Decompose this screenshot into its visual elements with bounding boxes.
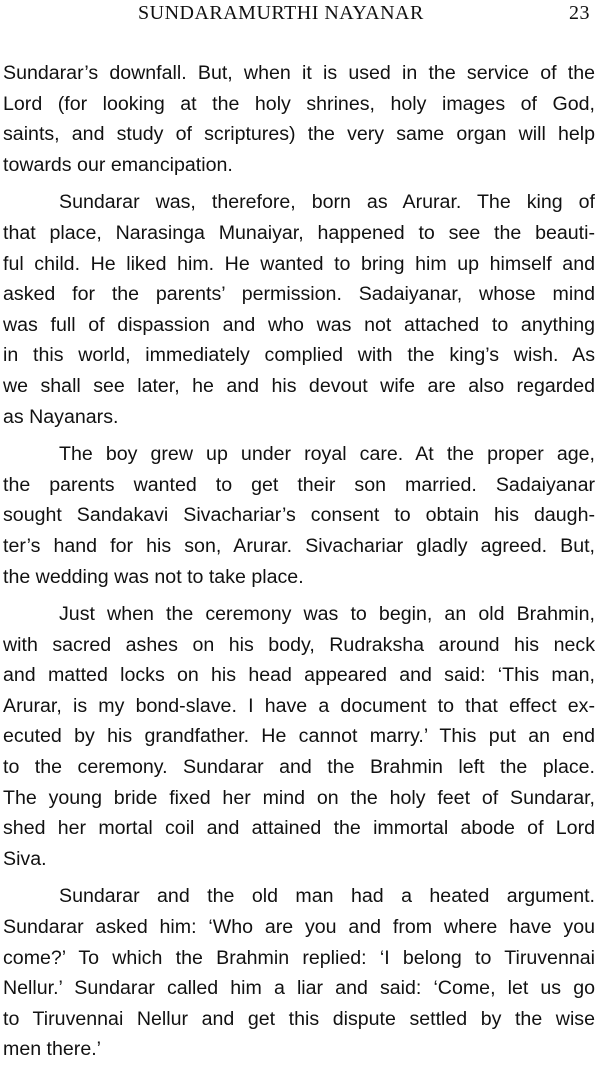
paragraph: [3, 599, 595, 874]
text-line: The young bride fixed her mind on the holy feet of Sundarar,: [3, 786, 595, 809]
text-line: the wedding was not to take place.: [3, 565, 304, 588]
text-line: ful child. He liked him. He wanted to bring him up himself and: [3, 252, 595, 275]
text-line: was full of dispassion and who was not attached to anything: [3, 313, 595, 336]
text-line: Siva.: [3, 847, 47, 870]
text-line: ecuted by his grandfather. He cannot marry.’ This put an end: [3, 725, 595, 748]
running-head: [0, 2, 600, 28]
text-line: ter’s hand for his son, Arurar. Sivachariar gladly agreed. But,: [3, 534, 595, 557]
text-line: in this world, immediately complied with the king’s wish. As: [3, 344, 595, 367]
text-line: to Tiruvennai Nellur and get this dispute settled by the wise: [3, 1007, 595, 1030]
text-line: Nellur.’ Sundarar called him a liar and said: ‘Come, let us go: [3, 977, 595, 1000]
text-line: shed her mortal coil and attained the immortal abode of Lord: [3, 817, 595, 840]
text-line: men there.’: [3, 1038, 102, 1061]
paragraph: [3, 439, 595, 592]
text-line: the parents wanted to get their son married. Sadaiyanar: [3, 473, 595, 496]
text-line: we shall see later, he and his devout wife are also regarded: [3, 374, 595, 397]
paragraph-gap: [3, 180, 595, 187]
text-line: Lord (for looking at the holy shrines, holy images of God,: [3, 92, 595, 115]
paragraph-gap: [3, 432, 595, 439]
paragraph: [3, 187, 595, 432]
text-line: Sundarar was, therefore, born as Arurar. The king of: [59, 191, 595, 214]
paragraph: [3, 58, 595, 180]
text-line: saints, and study of scriptures) the very same organ will help: [3, 123, 595, 146]
text-line: that place, Narasinga Munaiyar, happened to see the beauti-: [3, 221, 595, 244]
paragraph-gap: [3, 592, 595, 599]
text-line: Sundarar asked him: ‘Who are you and from where have you: [3, 916, 595, 939]
text-line: The boy grew up under royal care. At the proper age,: [59, 443, 595, 466]
running-title: SUNDARAMURTHI NAYANAR: [138, 2, 424, 24]
text-line: to the ceremony. Sundarar and the Brahmin left the place.: [3, 756, 595, 779]
text-line: as Nayanars.: [3, 405, 119, 428]
text-line: Just when the ceremony was to begin, an old Brahmin,: [59, 603, 595, 626]
text-line: Sundarar and the old man had a heated argument.: [59, 885, 595, 908]
text-line: asked for the parents’ permission. Sadaiyanar, whose mind: [3, 283, 595, 306]
page-number: 23: [569, 2, 590, 24]
text-line: come?’ To which the Brahmin replied: ‘I belong to Tiruvennai: [3, 946, 595, 969]
text-line: sought Sandakavi Sivachariar’s consent to obtain his daugh-: [3, 504, 595, 527]
text-line: Sundarar’s downfall. But, when it is used in the service of the: [3, 62, 595, 84]
text-line: towards our emancipation.: [3, 153, 233, 176]
text-line: Arurar, is my bond-slave. I have a document to that effect ex-: [3, 694, 595, 717]
body-text: [3, 58, 595, 1065]
text-line: and matted locks on his head appeared and said: ‘This man,: [3, 664, 595, 687]
paragraph-gap: [3, 874, 595, 881]
paragraph: [3, 881, 595, 1065]
text-line: with sacred ashes on his body, Rudraksha around his neck: [3, 633, 595, 656]
